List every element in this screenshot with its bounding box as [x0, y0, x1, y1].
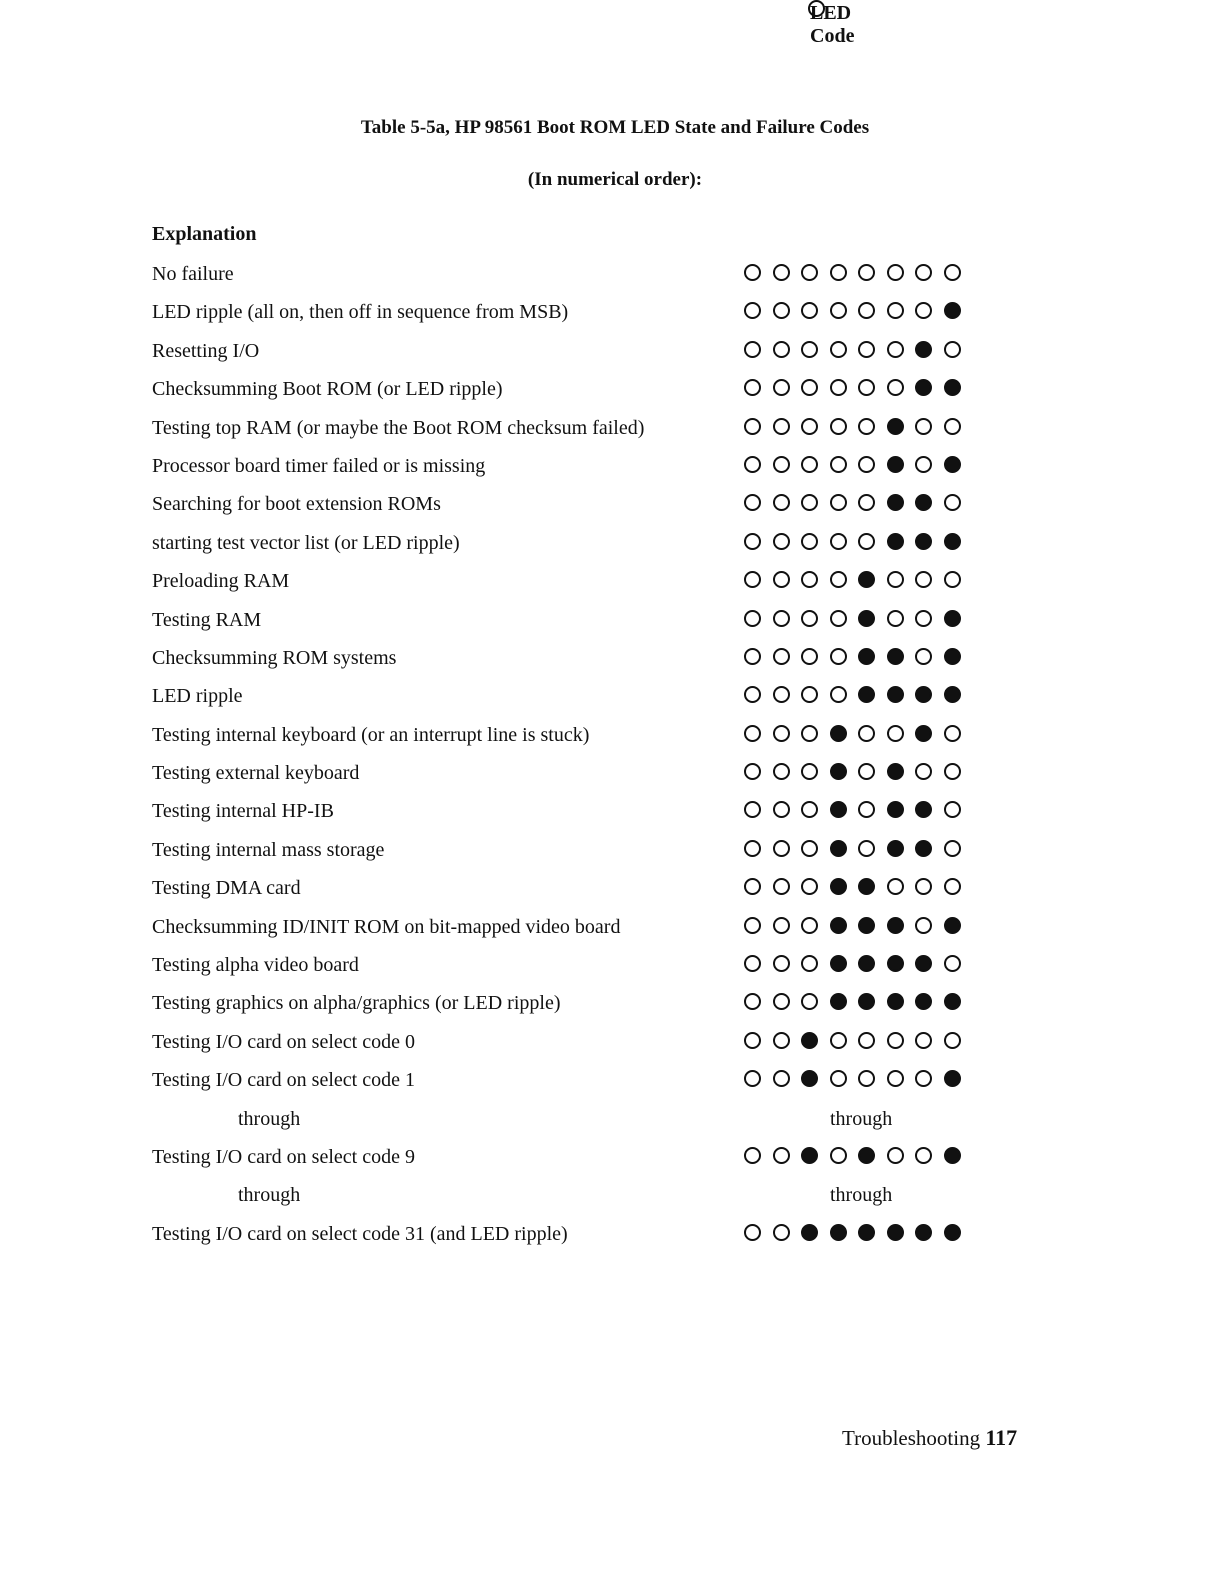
led-off-icon	[830, 379, 847, 396]
table-row	[0, 908, 1230, 946]
led-on-icon	[887, 1224, 904, 1241]
led-off-icon	[773, 571, 790, 588]
led-off-icon	[773, 725, 790, 742]
row-explanation: Testing top RAM (or maybe the Boot ROM checksum failed)	[152, 416, 645, 439]
led-off-icon	[915, 917, 932, 934]
led-on-icon	[887, 533, 904, 550]
table-row	[0, 1138, 1230, 1176]
led-off-icon	[773, 686, 790, 703]
led-off-icon	[744, 993, 761, 1010]
led-off-icon	[744, 533, 761, 550]
led-off-icon	[887, 571, 904, 588]
led-code-table	[0, 255, 1230, 1253]
led-off-icon	[801, 456, 818, 473]
led-off-icon	[773, 801, 790, 818]
led-off-icon	[801, 610, 818, 627]
row-explanation: Testing internal keyboard (or an interrupt line is stuck)	[152, 723, 590, 746]
row-explanation: Testing I/O card on select code 0	[152, 1030, 415, 1053]
table-row	[0, 716, 1230, 754]
led-on-icon	[944, 648, 961, 665]
table-row	[0, 639, 1230, 677]
led-on-icon	[830, 840, 847, 857]
led-off-icon	[744, 302, 761, 319]
led-on-icon	[830, 801, 847, 818]
led-on-icon	[858, 1147, 875, 1164]
row-explanation: Testing internal HP-IB	[152, 800, 334, 823]
led-off-icon	[858, 801, 875, 818]
led-off-icon	[801, 686, 818, 703]
led-on-icon	[887, 917, 904, 934]
led-off-icon	[744, 763, 761, 780]
led-on-icon	[915, 801, 932, 818]
led-off-icon	[744, 955, 761, 972]
led-off-icon	[858, 379, 875, 396]
led-off-icon	[744, 418, 761, 435]
led-on-icon	[858, 917, 875, 934]
row-explanation: Testing I/O card on select code 1	[152, 1069, 415, 1092]
led-on-icon	[801, 1224, 818, 1241]
row-explanation: Testing RAM	[152, 608, 262, 631]
led-off-icon	[773, 1147, 790, 1164]
led-off-icon	[830, 1147, 847, 1164]
led-through-label: through	[830, 1184, 893, 1207]
led-off-icon	[944, 494, 961, 511]
table-row	[0, 293, 1230, 331]
row-explanation: through	[238, 1184, 301, 1207]
led-on-icon	[887, 763, 904, 780]
footer-section: Troubleshooting	[842, 1426, 981, 1450]
led-off-icon	[915, 610, 932, 627]
led-off-icon	[858, 264, 875, 281]
led-on-icon	[915, 379, 932, 396]
led-off-icon	[801, 264, 818, 281]
led-off-icon	[944, 955, 961, 972]
led-on-icon	[887, 456, 904, 473]
led-off-icon	[944, 801, 961, 818]
table-row	[0, 447, 1230, 485]
led-on-icon	[915, 993, 932, 1010]
led-off-icon	[773, 917, 790, 934]
led-off-icon	[830, 302, 847, 319]
led-on-icon	[944, 1224, 961, 1241]
led-on-icon	[944, 1147, 961, 1164]
led-off-icon	[744, 379, 761, 396]
led-on-icon	[858, 610, 875, 627]
led-off-icon	[744, 686, 761, 703]
led-off-icon	[944, 418, 961, 435]
led-off-icon	[915, 302, 932, 319]
led-on-icon	[887, 993, 904, 1010]
table-row	[0, 1061, 1230, 1099]
row-explanation: Preloading RAM	[152, 570, 290, 593]
led-off-icon	[773, 302, 790, 319]
row-explanation: Testing external keyboard	[152, 762, 360, 785]
led-off-icon	[915, 1032, 932, 1049]
led-on-icon	[915, 955, 932, 972]
led-off-icon	[744, 1147, 761, 1164]
table-row	[0, 869, 1230, 907]
row-explanation: Testing DMA card	[152, 877, 301, 900]
row-explanation: Processor board timer failed or is missing	[152, 454, 486, 477]
led-off-icon	[830, 533, 847, 550]
table-row	[0, 946, 1230, 984]
led-off-icon	[744, 610, 761, 627]
led-off-icon	[801, 302, 818, 319]
led-on-icon	[887, 418, 904, 435]
led-off-icon	[744, 341, 761, 358]
led-on-icon	[944, 610, 961, 627]
led-off-icon	[944, 763, 961, 780]
table-row	[0, 485, 1230, 523]
led-off-icon	[744, 801, 761, 818]
led-off-icon	[944, 571, 961, 588]
led-off-icon	[887, 1147, 904, 1164]
table-row	[0, 409, 1230, 447]
led-off-icon	[773, 648, 790, 665]
led-off-icon	[830, 456, 847, 473]
led-off-icon	[801, 648, 818, 665]
led-on-icon	[801, 1032, 818, 1049]
led-on-icon	[830, 763, 847, 780]
led-off-icon	[744, 1032, 761, 1049]
led-off-icon	[801, 840, 818, 857]
led-off-icon	[830, 648, 847, 665]
led-off-icon	[858, 1070, 875, 1087]
row-explanation: Testing I/O card on select code 31 (and LED ripple)	[152, 1222, 568, 1245]
table-row	[0, 332, 1230, 370]
led-on-icon	[915, 533, 932, 550]
led-off-icon	[773, 341, 790, 358]
led-on-icon	[915, 840, 932, 857]
led-off-icon	[773, 1224, 790, 1241]
led-off-icon	[858, 1032, 875, 1049]
led-off-icon	[801, 571, 818, 588]
led-off-icon	[830, 571, 847, 588]
led-off-icon	[801, 341, 818, 358]
led-through-label: through	[830, 1107, 893, 1130]
led-off-icon	[858, 418, 875, 435]
led-off-icon	[773, 1070, 790, 1087]
led-on-icon	[858, 648, 875, 665]
led-on-icon	[801, 1070, 818, 1087]
led-off-icon	[801, 725, 818, 742]
led-off-icon	[887, 264, 904, 281]
led-off-icon	[887, 379, 904, 396]
led-on-icon	[944, 302, 961, 319]
led-on-icon	[915, 1224, 932, 1241]
led-off-icon	[944, 840, 961, 857]
table-row	[0, 1215, 1230, 1253]
led-off-icon	[858, 725, 875, 742]
led-on-icon	[858, 955, 875, 972]
led-on-icon	[915, 494, 932, 511]
led-on-icon	[944, 917, 961, 934]
led-off-icon	[773, 610, 790, 627]
table-row	[0, 601, 1230, 639]
led-on-icon	[944, 686, 961, 703]
led-off-icon	[858, 840, 875, 857]
led-off-icon	[887, 878, 904, 895]
led-off-icon	[887, 341, 904, 358]
led-off-icon	[773, 533, 790, 550]
led-on-icon	[801, 1147, 818, 1164]
led-on-icon	[944, 456, 961, 473]
through-row	[0, 1176, 1230, 1214]
table-row	[0, 677, 1230, 715]
led-code-column-header: LED Code	[810, 2, 855, 47]
led-off-icon	[887, 610, 904, 627]
led-off-icon	[744, 648, 761, 665]
row-explanation: No failure	[152, 263, 234, 285]
led-off-icon	[801, 533, 818, 550]
led-off-icon	[744, 494, 761, 511]
led-off-icon	[801, 418, 818, 435]
table-row	[0, 1023, 1230, 1061]
led-off-icon	[744, 917, 761, 934]
row-explanation: LED ripple	[152, 685, 243, 708]
led-off-icon	[915, 763, 932, 780]
led-on-icon	[944, 379, 961, 396]
row-explanation: Searching for boot extension ROMs	[152, 493, 441, 516]
led-off-icon	[773, 1032, 790, 1049]
led-on-icon	[887, 686, 904, 703]
page-footer	[842, 1425, 1017, 1451]
led-off-icon	[744, 878, 761, 895]
led-off-icon	[744, 456, 761, 473]
row-explanation: Checksumming ROM systems	[152, 646, 397, 669]
led-off-icon	[830, 494, 847, 511]
led-off-icon	[773, 456, 790, 473]
led-off-icon	[801, 494, 818, 511]
table-row	[0, 984, 1230, 1022]
led-off-icon	[773, 264, 790, 281]
led-on-icon	[858, 1224, 875, 1241]
led-off-icon	[858, 533, 875, 550]
led-on-icon	[858, 571, 875, 588]
table-row	[0, 524, 1230, 562]
led-off-icon	[858, 456, 875, 473]
led-off-icon	[830, 686, 847, 703]
led-off-icon	[887, 725, 904, 742]
led-off-icon	[915, 1147, 932, 1164]
led-on-icon	[858, 993, 875, 1010]
led-off-icon	[801, 993, 818, 1010]
led-on-icon	[915, 725, 932, 742]
led-off-icon	[773, 878, 790, 895]
row-explanation: Testing alpha video board	[152, 954, 359, 977]
led-on-icon	[915, 686, 932, 703]
led-on-icon	[944, 533, 961, 550]
led-on-icon	[944, 993, 961, 1010]
table-title: Table 5-5a, HP 98561 Boot ROM LED State and Failure Codes	[360, 117, 870, 138]
led-off-icon	[915, 571, 932, 588]
led-off-icon	[887, 1070, 904, 1087]
led-off-icon	[744, 264, 761, 281]
led-off-icon	[915, 1070, 932, 1087]
led-off-icon	[801, 955, 818, 972]
led-off-icon	[944, 264, 961, 281]
table-row	[0, 754, 1230, 792]
led-off-icon	[858, 494, 875, 511]
led-on-icon	[830, 993, 847, 1010]
led-off-icon	[887, 1032, 904, 1049]
row-explanation: Checksumming ID/INIT ROM on bit-mapped video board	[152, 915, 621, 938]
led-off-icon	[915, 648, 932, 665]
row-explanation: through	[238, 1107, 301, 1130]
led-off-icon	[744, 725, 761, 742]
row-explanation: Testing internal mass storage	[152, 838, 385, 861]
led-on-icon	[858, 878, 875, 895]
led-off-icon	[944, 341, 961, 358]
led-off-icon	[944, 1032, 961, 1049]
table-row	[0, 792, 1230, 830]
led-off-icon	[830, 264, 847, 281]
led-off-icon	[830, 341, 847, 358]
led-off-icon	[858, 763, 875, 780]
led-off-icon	[744, 1070, 761, 1087]
led-off-icon	[944, 725, 961, 742]
led-on-icon	[887, 648, 904, 665]
led-off-icon	[773, 379, 790, 396]
row-explanation: Checksumming Boot ROM (or LED ripple)	[152, 378, 503, 401]
led-off-icon	[744, 840, 761, 857]
led-on-icon	[887, 840, 904, 857]
table-row	[0, 831, 1230, 869]
row-explanation: LED ripple (all on, then off in sequence from MSB)	[152, 301, 569, 324]
led-on-icon	[830, 1224, 847, 1241]
row-explanation: Testing graphics on alpha/graphics (or LED ripple)	[152, 992, 561, 1015]
led-on-icon	[887, 955, 904, 972]
row-explanation: Testing I/O card on select code 9	[152, 1145, 415, 1168]
led-on-icon	[915, 341, 932, 358]
led-off-icon	[858, 302, 875, 319]
table-row	[0, 370, 1230, 408]
led-off-icon	[773, 418, 790, 435]
led-on-icon	[887, 801, 904, 818]
led-off-icon	[944, 878, 961, 895]
led-off-icon	[915, 264, 932, 281]
led-off-icon	[773, 955, 790, 972]
row-explanation: starting test vector list (or LED ripple)	[152, 531, 460, 554]
led-off-icon	[801, 878, 818, 895]
led-off-icon	[773, 494, 790, 511]
led-off-icon	[915, 456, 932, 473]
led-off-icon	[858, 341, 875, 358]
led-off-icon	[773, 840, 790, 857]
explanation-column-header: Explanation	[152, 223, 257, 245]
led-on-icon	[887, 494, 904, 511]
table-row	[0, 255, 1230, 293]
led-on-icon	[830, 955, 847, 972]
led-on-icon	[944, 1070, 961, 1087]
page-number: 117	[985, 1425, 1018, 1450]
led-off-icon	[801, 763, 818, 780]
led-off-icon	[887, 302, 904, 319]
through-row	[0, 1100, 1230, 1138]
table-row	[0, 562, 1230, 600]
led-on-icon	[858, 686, 875, 703]
led-on-icon	[830, 878, 847, 895]
led-off-icon	[915, 878, 932, 895]
led-off-icon	[915, 418, 932, 435]
led-off-icon	[830, 610, 847, 627]
led-off-icon	[801, 801, 818, 818]
led-off-icon	[744, 1224, 761, 1241]
row-explanation: Resetting I/O	[152, 339, 260, 362]
led-off-icon	[830, 1032, 847, 1049]
led-off-icon	[773, 763, 790, 780]
led-off-icon	[801, 917, 818, 934]
led-on-icon	[830, 725, 847, 742]
led-off-icon	[830, 418, 847, 435]
led-off-icon	[773, 993, 790, 1010]
led-off-icon	[744, 571, 761, 588]
led-off-icon	[830, 1070, 847, 1087]
led-on-icon	[830, 917, 847, 934]
led-off-icon	[801, 379, 818, 396]
table-subtitle: (In numerical order):	[527, 169, 703, 190]
